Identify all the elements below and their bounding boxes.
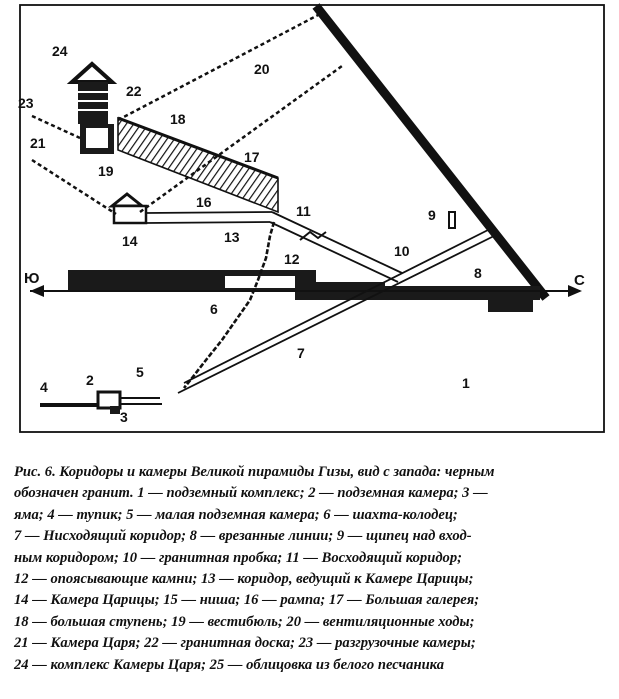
label-24: 24 [52,43,68,59]
label-3: 3 [120,409,128,425]
label-12: 12 [284,251,300,267]
label-13: 13 [224,229,240,245]
caption-line: 18 — большая ступень; 19 — вестибюль; 20 — вентиляционные ходы; [14,613,475,630]
label-1: 1 [462,375,470,391]
label-23: 23 [18,95,34,111]
label-7: 7 [297,345,305,361]
label-17: 17 [244,149,260,165]
label-4: 4 [40,379,48,395]
caption-line: 21 — Камера Царя; 22 — гранитная доска; 23 — разгрузочные камеры; [14,635,476,652]
caption-line: 12 — опоясывающие камни; 13 — коридор, ведущий к Камере Царицы; [14,571,474,588]
caption-line: ным коридором; 10 — гранитная пробка; 11 — Восходящий коридор; [14,549,463,566]
label-10: 10 [394,243,410,259]
south-direction-label: Ю [24,270,40,287]
label-19: 19 [98,163,114,179]
kings-chamber-complex [72,64,114,154]
caption-line: Рис. 6. Коридоры и камеры Великой пирамиды Гизы, вид с запада: черным [14,464,495,480]
label-11: 11 [296,203,311,219]
entrance-gable [449,212,455,228]
caption-line: яма; 4 — тупик; 5 — малая подземная камера; 6 — шахта-колодец; [14,506,458,523]
figure-caption [14,462,606,676]
label-5: 5 [136,364,144,380]
caption-line: 14 — Камера Царицы; 15 — ниша; 16 — рампа; 17 — Большая галерея; [14,592,480,609]
label-18: 18 [170,111,186,127]
label-20: 20 [254,61,270,77]
label-2: 2 [86,372,94,388]
queens-corridor [146,212,272,223]
subterranean-chamber [40,392,162,414]
label-8: 8 [474,265,482,281]
queens-chamber [112,194,146,223]
label-6: 6 [210,301,218,317]
bedrock-band [30,270,580,312]
label-22: 22 [126,83,142,99]
label-14: 14 [122,233,138,249]
diagram-frame [20,5,604,432]
pyramid-north-face [316,6,546,298]
well-shaft [184,222,274,388]
caption-line: 7 — Нисходящий коридор; 8 — врезанные линии; 9 — щипец над вход- [14,528,472,545]
descending-passage [178,230,494,393]
caption-line: 24 — комплекс Камеры Царя; 25 — облицовка из белого песчаника [14,656,445,673]
north-direction-label: С [574,272,585,289]
label-21: 21 [30,135,46,151]
caption-line: обозначен гранит. 1 — подземный комплекс; 2 — подземная камера; 3 — [14,485,488,502]
label-9: 9 [428,207,436,223]
label-16: 16 [196,194,212,210]
